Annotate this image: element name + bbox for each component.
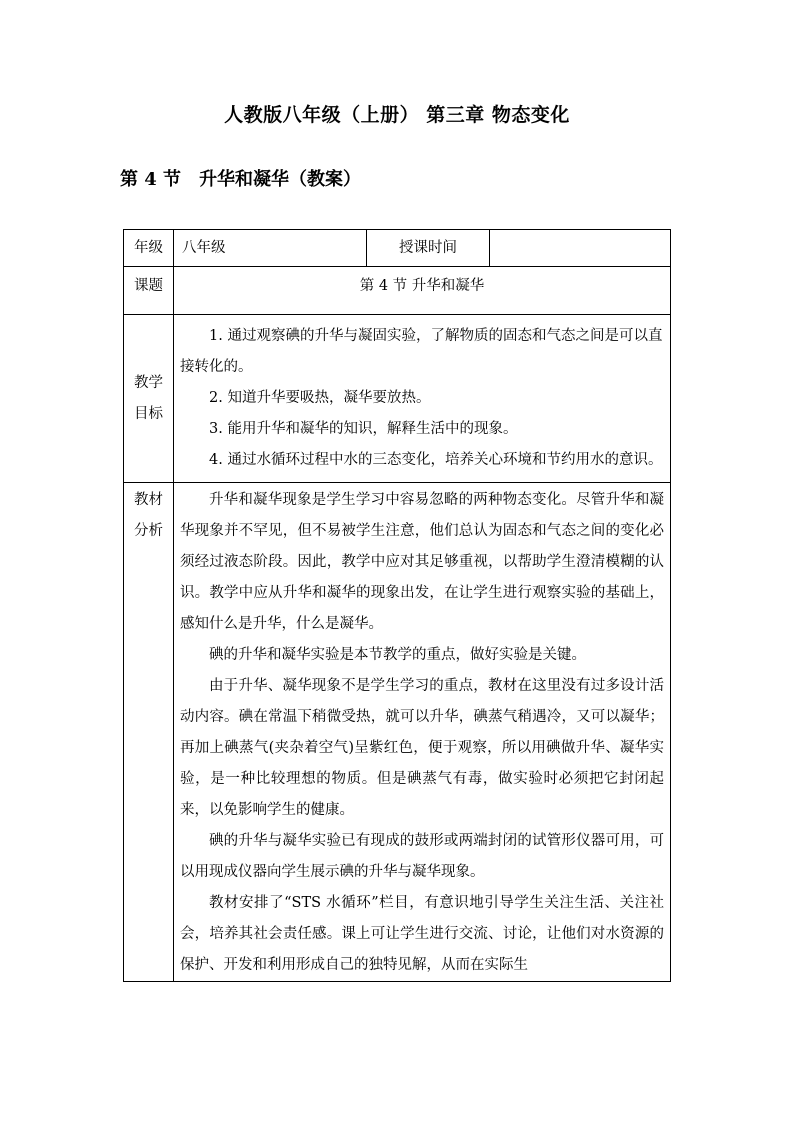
analysis-label bbox=[124, 483, 174, 982]
analysis-paragraph: 由于升华、凝华现象不是学生学习的重点，教材在这里没有过多设计活动内容。碘在常温下稍微受热，就可以升华，碘蒸气稍遇冷，又可以凝华；再加上碘蒸气(夹杂着空气)呈紫红色，便于观察，所以用碘做升华、凝华实验，是一种比较理想的物质。但是碘蒸气有毒，做实验时必须把它封闭起来，以免影响学生的健康。 bbox=[180, 678, 664, 818]
document-title: 人教版八年级（上册） 第三章 物态变化 bbox=[224, 104, 570, 126]
section-heading bbox=[120, 165, 361, 191]
analysis-paragraph: 碘的升华和凝华实验是本节教学的重点，做好实验是关键。 bbox=[209, 647, 586, 663]
objective-item: 2. 知道升华要吸热，凝华要放热。 bbox=[209, 390, 431, 406]
class-time-label: 授课时间 bbox=[367, 230, 490, 267]
class-time-value bbox=[490, 230, 671, 267]
grade-value: 八年级 bbox=[174, 230, 367, 267]
analysis-paragraph: 教材安排了“STS 水循环”栏目，有意识地引导学生关注生活、关注社会，培养其社会责任感。课上可让学生进行交流、讨论，让他们对水资源的保护、开发和利用形成自己的独特见解，从而在实际生 bbox=[180, 895, 664, 973]
topic-value: 第 4 节 升华和凝华 bbox=[174, 267, 671, 315]
table-row-topic bbox=[124, 267, 671, 315]
table-row-analysis bbox=[124, 483, 671, 982]
grade-label: 年级 bbox=[124, 230, 174, 267]
analysis-label-line-1: 教材 bbox=[134, 492, 163, 508]
lesson-plan-table bbox=[123, 229, 671, 982]
table-row-grade bbox=[124, 230, 671, 267]
objectives-label-line-1: 教学 bbox=[134, 374, 163, 391]
objectives-label-line-2: 目标 bbox=[134, 405, 163, 422]
objective-item: 1. 通过观察碘的升华与凝固实验，了解物质的固态和气态之间是可以直接转化的。 bbox=[180, 328, 663, 375]
table-row-objectives bbox=[124, 315, 671, 483]
analysis-label-line-2: 分析 bbox=[134, 523, 163, 539]
objective-item: 4. 通过水循环过程中水的三态变化，培养关心环境和节约用水的意识。 bbox=[209, 452, 663, 468]
objectives-label bbox=[124, 315, 174, 483]
objective-item: 3. 能用升华和凝华的知识，解释生活中的现象。 bbox=[209, 421, 518, 437]
section-name: 升华和凝华（教案） bbox=[199, 169, 362, 190]
section-number: 第 4 节 bbox=[120, 169, 182, 190]
analysis-paragraph: 碘的升华与凝华实验已有现成的鼓形或两端封闭的试管形仪器可用，可以用现成仪器向学生展示碘的升华与凝华现象。 bbox=[180, 833, 664, 880]
objectives-content bbox=[174, 315, 671, 483]
analysis-content bbox=[174, 483, 671, 982]
analysis-paragraph: 升华和凝华现象是学生学习中容易忽略的两种物态变化。尽管升华和凝华现象并不罕见，但不易被学生注意，他们总认为固态和气态之间的变化必须经过液态阶段。因此，教学中应对其足够重视，以帮助学生澄清模糊的认识。教学中应从升华和凝华的现象出发，在让学生进行观察实验的基础上，感知什么是升华，什么是凝华。 bbox=[180, 492, 664, 632]
topic-label: 课题 bbox=[124, 267, 174, 315]
